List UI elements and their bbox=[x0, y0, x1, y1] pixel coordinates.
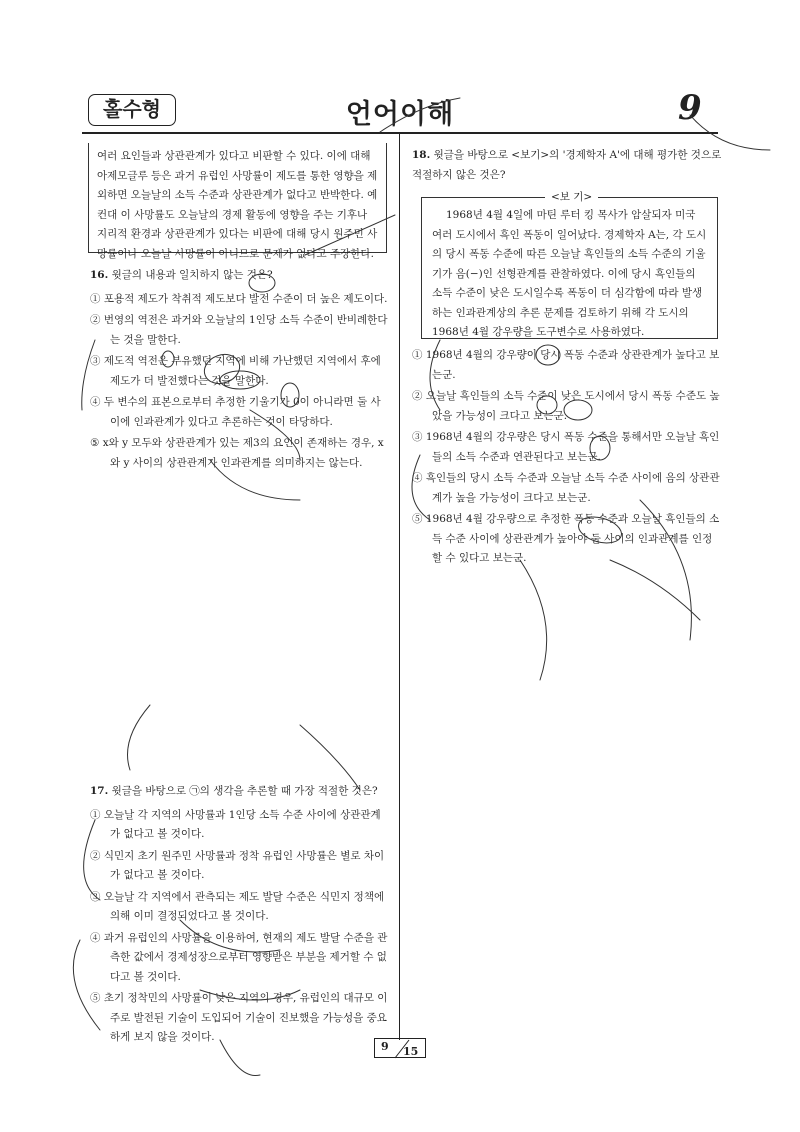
q17-option-4[interactable]: ④ 과거 유럽인의 사망률을 이용하여, 현재의 제도 발달 수준을 관측한 값에서 경제성장으로부터 영향받은 부분을 제거할 수 없다고 볼 것이다. bbox=[90, 931, 388, 983]
bogi-box bbox=[421, 197, 718, 339]
question-16-text: 윗글의 내용과 일치하지 않는 것은? bbox=[111, 269, 273, 281]
question-16-number: 16. bbox=[90, 269, 109, 281]
q16-option-1[interactable]: ① 포용적 제도가 착취적 제도보다 발전 수준이 더 높은 제도이다. bbox=[90, 292, 388, 305]
q17-option-1[interactable]: ① 오늘날 각 지역의 사망률과 1인당 소득 수준 사이에 상관관계가 없다고 볼 것이다. bbox=[90, 808, 381, 840]
question-18-stem bbox=[412, 146, 722, 185]
q18-option-3[interactable]: ③ 1968년 4월의 강우량은 당시 폭동 수준을 통해서만 오늘날 흑인들의 소득 수준과 연관된다고 보는군. bbox=[412, 431, 720, 463]
q16-option-5[interactable]: ⑤ x와 y 모두와 상관관계가 있는 제3의 요인이 존재하는 경우, x와 y 사이의 상관관계가 인과관계를 의미하지는 않는다. bbox=[90, 437, 384, 469]
exam-type-badge: 홀수형 bbox=[88, 94, 176, 126]
header-rule bbox=[82, 132, 718, 134]
current-page: 9 bbox=[381, 1040, 389, 1053]
question-18-text: 윗글을 바탕으로 <보기>의 '경제학자 A'에 대해 평가한 것으로 적절하지 않은 것은? bbox=[412, 149, 722, 181]
question-17 bbox=[90, 782, 390, 1048]
q16-option-3[interactable]: ③ 제도적 역전은 부유했던 지역에 비해 가난했던 지역에서 후에 제도가 더 발전했다는 것을 말한다. bbox=[90, 355, 381, 387]
question-17-text: 윗글을 바탕으로 ㉠의 생각을 추론할 때 가장 적절한 것은? bbox=[111, 785, 378, 797]
page-number: 9 bbox=[678, 88, 702, 128]
q18-option-4[interactable]: ④ 흑인들의 당시 소득 수준과 오늘날 소득 수준 사이에 음의 상관관계가 높을 가능성이 크다고 보는군. bbox=[412, 472, 720, 504]
column-divider bbox=[399, 134, 400, 1040]
passage-continuation-box bbox=[88, 143, 387, 260]
question-17-stem bbox=[90, 782, 390, 802]
q17-option-2[interactable]: ② 식민지 초기 원주민 사망률과 정착 유럽인 사망률은 별로 차이가 없다고 볼 것이다. bbox=[90, 849, 385, 881]
q18-option-5[interactable]: ⑤ 1968년 4월 강우량으로 추정한 폭동 수준과 오늘날 흑인들의 소득 수준 사이에 상관관계가 높아야 둘 사이의 인과관계를 인정할 수 있다고 보는군. bbox=[412, 513, 720, 564]
total-pages: 15 bbox=[403, 1045, 419, 1058]
bogi-text: 1968년 4월 4일에 마틴 루터 킹 목사가 암살되자 미국 여러 도시에서 흑인 폭동이 일어났다. 경제학자 A는, 각 도시의 당시 폭동 수준에 따른 오늘날 흑인들의 소득 수준의 기울기가 음(−)인 선형관계를 관찰하였다. 이에 당시 흑인들의 소득 수준이 낮은 도시일수록 폭동이 더 심각함에 따라 발생하는 인과관계상의 추론 문제를 검토하기 위해 각 도시의 1968년 4월 강우량을 도구변수로 사용하였다. bbox=[432, 209, 707, 338]
subject-title: 언어이해 bbox=[345, 99, 455, 130]
passage-text: 여러 요인들과 상관관계가 있다고 비판할 수 있다. 이에 대해 아제모글루 등은 과거 유럽인 사망률이 제도를 통한 영향을 제외하면 오늘날의 소득 수준과 상관관계가 없다고 반박한다. 예컨대 이 사망률도 오늘날의 경제 활동에 영향을 주는 기후나 지리적 환경과 상관관계가 있다는 비판에 대해 당시 원주민 사망률이나 오늘날 사망률이 아니므로 문제가 없다고 주장한다. bbox=[97, 150, 378, 260]
question-18-number: 18. bbox=[412, 149, 431, 161]
q18-option-1[interactable]: ① 1968년 4월의 강우량이 당시 폭동 수준과 상관관계가 높다고 보는군. bbox=[412, 349, 720, 381]
question-18-options bbox=[412, 344, 722, 569]
q17-option-3[interactable]: ③ 오늘날 각 지역에서 관측되는 제도 발달 수준은 식민지 정책에 의해 이미 결정되었다고 볼 것이다. bbox=[90, 890, 385, 922]
q16-option-2[interactable]: ② 번영의 역전은 과거와 오늘날의 1인당 소득 수준이 반비례한다는 것을 말한다. bbox=[90, 314, 388, 346]
q18-option-2[interactable]: ② 오늘날 흑인들의 소득 수준이 낮은 도시에서 당시 폭동 수준도 높았을 가능성이 크다고 보는군. bbox=[412, 390, 720, 422]
page-indicator bbox=[374, 1038, 426, 1058]
q17-option-5[interactable]: ⑤ 초기 정착민의 사망률이 낮은 지역의 경우, 유럽인의 대규모 이주로 발전된 기술이 도입되어 기술이 진보했을 가능성을 중요하게 보지 않을 것이다. bbox=[90, 992, 388, 1043]
q16-option-4[interactable]: ④ 두 변수의 표본으로부터 추정한 기울기가 0이 아니라면 둘 사이에 인과관계가 있다고 추론하는 것이 타당하다. bbox=[90, 396, 381, 428]
bogi-label: <보 기> bbox=[545, 189, 598, 204]
question-16 bbox=[90, 266, 390, 473]
question-17-number: 17. bbox=[90, 785, 109, 797]
question-16-stem bbox=[90, 266, 390, 286]
